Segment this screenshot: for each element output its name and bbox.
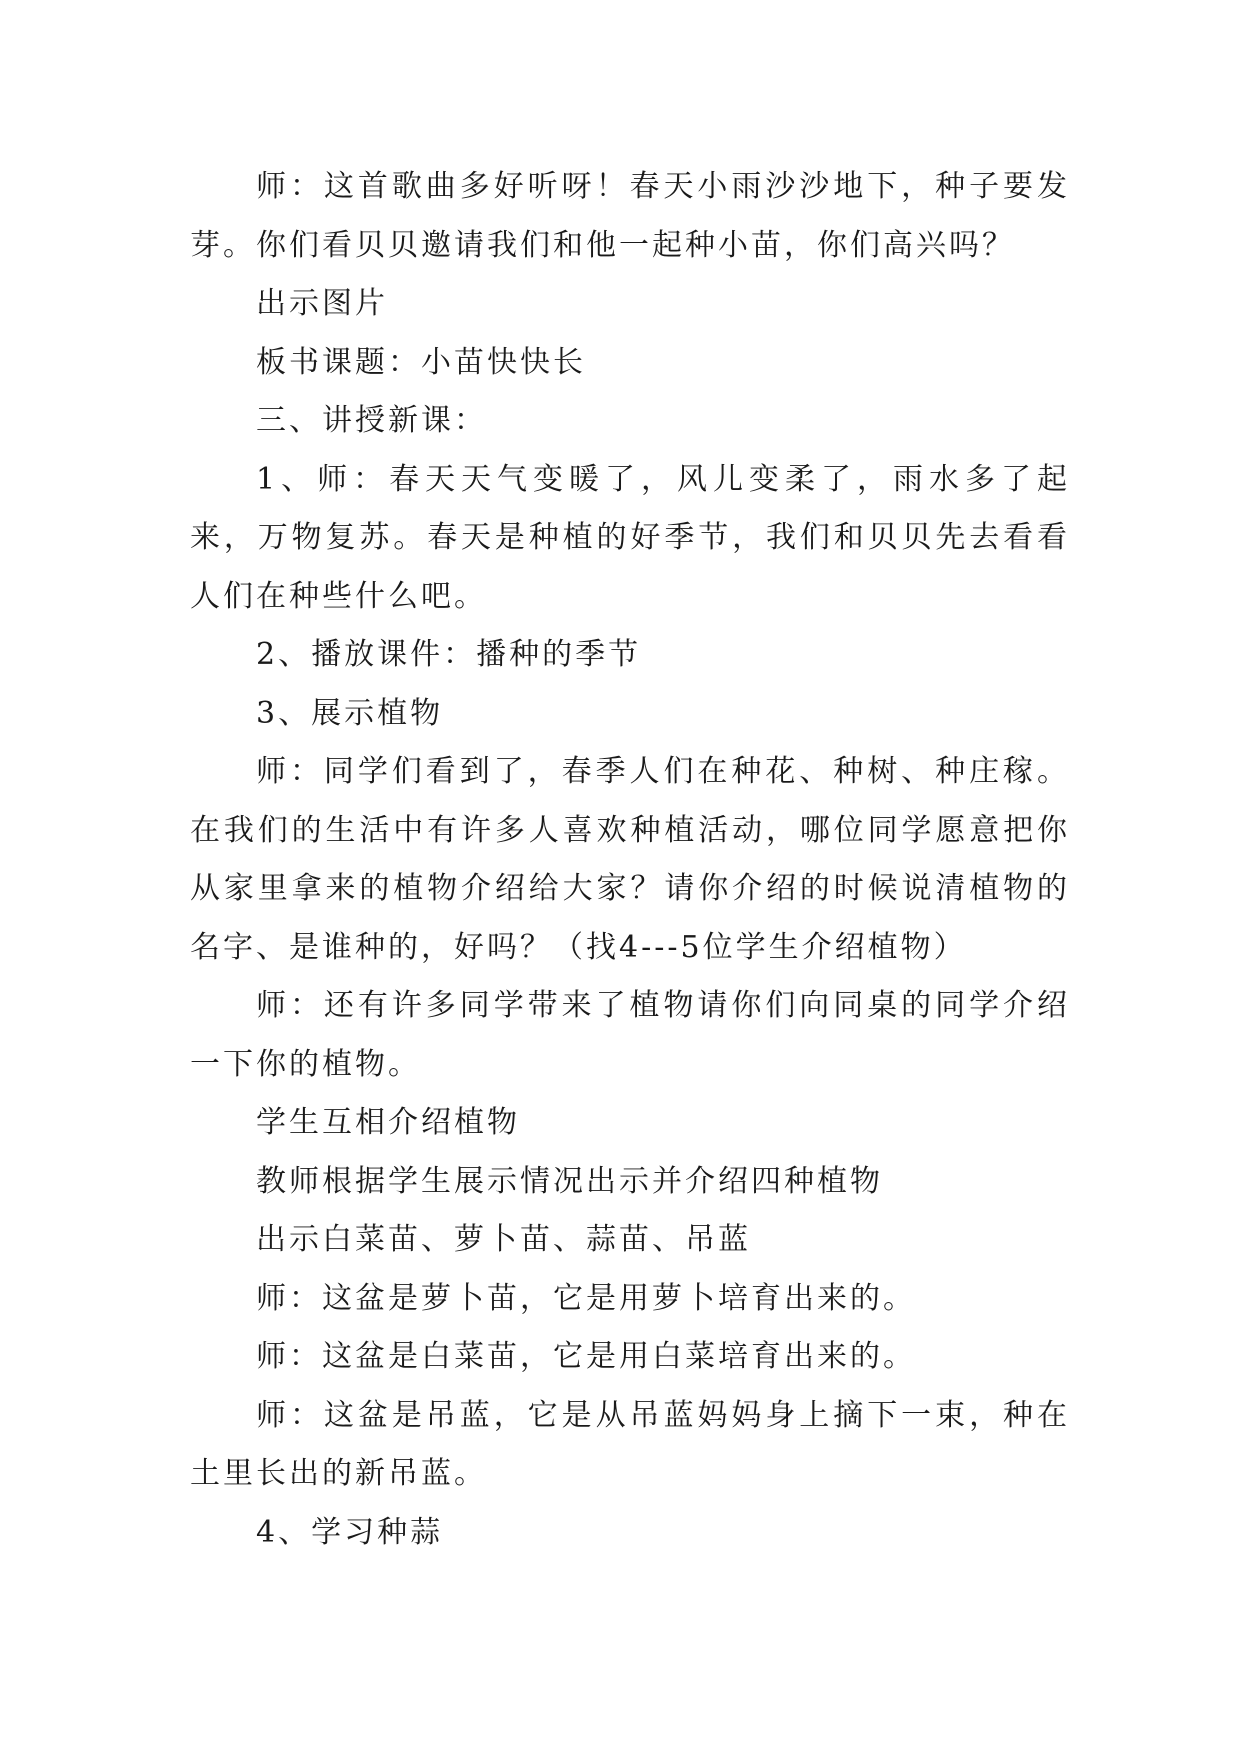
- paragraph: 3、展示植物: [256, 695, 444, 731]
- paragraph: 4、学习种蒜: [256, 1514, 444, 1550]
- paragraph: 师：这盆是萝卜苗，它是用萝卜培育出来的。: [256, 1280, 916, 1316]
- paragraph: 学生互相介绍植物: [256, 1105, 520, 1140]
- paragraph: 教师根据学生展示情况出示并介绍四种植物: [256, 1163, 883, 1199]
- section-heading: 三、讲授新课：: [256, 403, 487, 438]
- document-body: [190, 158, 1070, 1562]
- paragraph: 1、师：春天天气变暖了，风儿变柔了，雨水多了起来，万物复苏。春天是种植的好季节，我们和贝贝先去看看人们在种些什么吧。: [190, 461, 1070, 614]
- paragraph: 师：这首歌曲多好听呀！春天小雨沙沙地下，种子要发芽。你们看贝贝邀请我们和他一起种小苗，你们高兴吗？: [190, 169, 1070, 263]
- paragraph: 出示白菜苗、萝卜苗、蒜苗、吊蓝: [256, 1222, 751, 1257]
- paragraph: 师：这盆是吊蓝，它是从吊蓝妈妈身上摘下一束，种在土里长出的新吊蓝。: [190, 1397, 1070, 1491]
- paragraph: 出示图片: [256, 286, 388, 321]
- paragraph: 师：同学们看到了，春季人们在种花、种树、种庄稼。在我们的生活中有许多人喜欢种植活动，哪位同学愿意把你从家里拿来的植物介绍给大家？请你介绍的时候说清植物的名字、是谁种的，好吗？（找4---5位学生介绍植物）: [190, 754, 1070, 965]
- paragraph: 师：这盆是白菜苗，它是用白菜培育出来的。: [256, 1339, 916, 1374]
- paragraph: 师：还有许多同学带来了植物请你们向同桌的同学介绍一下你的植物。: [190, 988, 1070, 1082]
- paragraph: 板书课题：小苗快快长: [256, 344, 586, 380]
- paragraph: 2、播放课件：播种的季节: [256, 637, 642, 672]
